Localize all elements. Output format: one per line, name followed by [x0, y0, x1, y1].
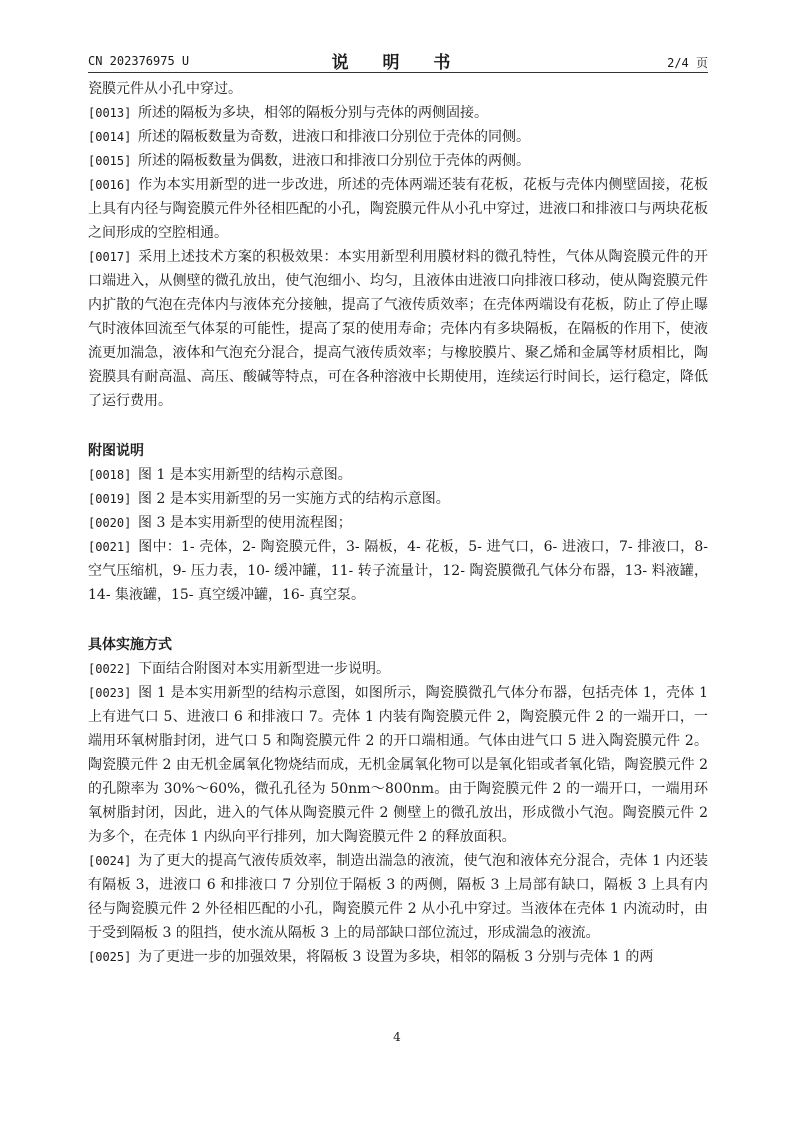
- paragraph-text: 图 1 是本实用新型的结构示意图，如图所示，陶瓷膜微孔气体分布器，包括壳体 1，壳体 1 上有进气口 5、进液口 6 和排液口 7。壳体 1 内装有陶瓷膜元件 2，陶瓷膜元件 2 的一端开口，一端用环氧树脂封闭，进气口 5 和陶瓷膜元件 2 的开口端相通。气体由进气口 5 进入陶瓷膜元件 2。陶瓷膜元件 2 由无机金属氧化物烧结而成，无机金属氧化物可以是氧化铝或者氧化锆，陶瓷膜元件 2 的孔隙率为 30%～60%，微孔孔径为 50nm～800nm。由于陶瓷膜元件 2 的一端开口，一端用环氧树脂封闭，因此，进入的气体从陶瓷膜元件 2 侧壁上的微孔放出，形成微小气泡。陶瓷膜元件 2 为多个，在壳体 1 内纵向平行排列，加大陶瓷膜元件 2 的释放面积。: [88, 685, 708, 845]
- paragraph-number: [0025]: [88, 950, 132, 964]
- paragraph-number: [0022]: [88, 662, 132, 676]
- patent-number: CN 202376975 U: [88, 54, 190, 68]
- paragraph-number: [0023]: [88, 686, 132, 700]
- paragraph-text: 所述的隔板数量为奇数，进液口和排液口分别位于壳体的同侧。: [138, 129, 530, 145]
- paragraph-text: 图中：1- 壳体，2- 陶瓷膜元件，3- 隔板，4- 花板，5- 进气口，6- 进液口，7- 排液口，8- 空气压缩机，9- 压力表，10- 缓冲罐，11- 转子流量计，12- 陶瓷膜微孔气体分布器，13- 料液罐，14- 集液罐，15- 真空缓冲罐，16- 真空泵。: [88, 539, 708, 603]
- paragraph-0014: [88, 125, 708, 149]
- paragraph-0020: [88, 511, 708, 535]
- paragraph-text: 作为本实用新型的进一步改进，所述的壳体两端还装有花板，花板与壳体内侧壁固接，花板上具有内径与陶瓷膜元件外径相匹配的小孔，陶瓷膜元件从小孔中穿过，进液口和排液口与两块花板之间形成的空腔相通。: [88, 177, 708, 241]
- paragraph-number: [0015]: [88, 154, 132, 168]
- paragraph-text: 为了更大的提高气液传质效率，制造出湍急的液流，使气泡和液体充分混合，壳体 1 内还装有隔板 3，进液口 6 和排液口 7 分别位于隔板 3 的两侧，隔板 3 上局部有缺口，隔板 3 上具有内径与陶瓷膜元件 2 外径相匹配的小孔，陶瓷膜元件 2 从小孔中穿过。当液体在壳体 1 内流动时，由于受到隔板 3 的阻挡，使水流从隔板 3 上的局部缺口部位流过，形成湍急的液流。: [88, 853, 708, 941]
- section-title-embodiment: 具体实施方式: [88, 637, 172, 653]
- paragraph-0018: [88, 463, 708, 487]
- paragraph-text: 图 1 是本实用新型的结构示意图。: [138, 467, 352, 483]
- paragraph-number: [0019]: [88, 492, 132, 506]
- paragraph-0021: [88, 535, 708, 607]
- paragraph-0025: [88, 945, 708, 969]
- paragraph-number: [0014]: [88, 130, 132, 144]
- paragraph-text: 图 2 是本实用新型的另一实施方式的结构示意图。: [138, 491, 450, 507]
- paragraph-0022: [88, 657, 708, 681]
- paragraph-text: 所述的隔板为多块，相邻的隔板分别与壳体的两侧固接。: [138, 105, 488, 121]
- paragraph-0017: [88, 245, 708, 413]
- paragraph-number: [0018]: [88, 468, 132, 482]
- paragraph-number: [0016]: [88, 178, 132, 192]
- paragraph-0023: [88, 681, 708, 849]
- page-header: [88, 48, 708, 74]
- paragraph-0013: [88, 101, 708, 125]
- page-number: 4: [393, 1030, 401, 1044]
- paragraph-number: [0020]: [88, 516, 132, 530]
- paragraph-text: 采用上述技术方案的积极效果：本实用新型利用膜材料的微孔特性，气体从陶瓷膜元件的开口端进入，从侧壁的微孔放出，使气泡细小、均匀，且液体由进液口向排液口移动，使从陶瓷膜元件内扩散的气泡在壳体内与液体充分接触，提高了气液传质效率；在壳体两端设有花板，防止了停止曝气时液体回流至气体泵的可能性，提高了泵的使用寿命；壳体内有多块隔板，在隔板的作用下，使液流更加湍急，液体和气泡充分混合，提高气液传质效率；与橡胶膜片、聚乙烯和金属等材质相比，陶瓷膜具有耐高温、高压、酸碱等特点，可在各种溶液中长期使用，连续运行时间长，运行稳定，降低了运行费用。: [88, 249, 708, 409]
- document-title: 说 明 书: [331, 53, 465, 73]
- paragraph-number: [0024]: [88, 854, 132, 868]
- section-gap: [88, 413, 708, 439]
- paragraph-number: [0013]: [88, 106, 132, 120]
- paragraph-text: 所述的隔板数量为偶数，进液口和排液口分别位于壳体的两侧。: [138, 153, 530, 169]
- paragraph-text: 为了更进一步的加强效果，将隔板 3 设置为多块，相邻的隔板 3 分别与壳体 1 的两: [138, 949, 654, 965]
- paragraph-0019: [88, 487, 708, 511]
- paragraph-0024: [88, 849, 708, 945]
- continuation-text: 瓷膜元件从小孔中穿过。: [88, 81, 242, 97]
- section-title-figures: 附图说明: [88, 443, 144, 459]
- header-rule: [88, 72, 708, 73]
- paragraph-text: 下面结合附图对本实用新型进一步说明。: [138, 661, 390, 677]
- paragraph-number: [0017]: [88, 250, 132, 264]
- paragraph-text: 图 3 是本实用新型的使用流程图；: [138, 515, 352, 531]
- document-body: [88, 77, 708, 969]
- paragraph-0015: [88, 149, 708, 173]
- page-indicator: 2/4 页: [667, 56, 708, 70]
- paragraph-0016: [88, 173, 708, 245]
- section-gap: [88, 607, 708, 633]
- paragraph-number: [0021]: [88, 540, 132, 554]
